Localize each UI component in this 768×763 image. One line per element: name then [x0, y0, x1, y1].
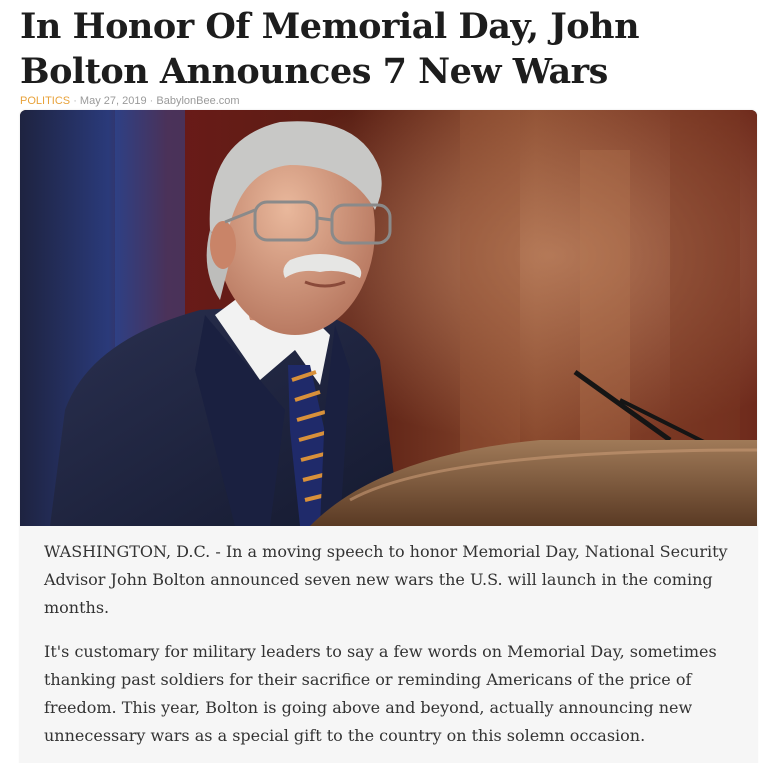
speaker-at-podium-image — [20, 110, 757, 526]
article-source[interactable]: BabylonBee.com — [156, 95, 240, 107]
meta-separator: · — [149, 95, 154, 107]
article-paragraph: WASHINGTON, D.C. - In a moving speech to honor Memorial Day, National Security Advisor John Bolton announced seven new wars the U.S. will launch in the coming months. — [44, 542, 728, 617]
article-headline: In Honor Of Memorial Day, John Bolton Announces 7 New Wars — [20, 6, 640, 92]
article-body — [20, 526, 757, 750]
category-link[interactable]: POLITICS — [20, 95, 71, 107]
article-card — [20, 110, 757, 763]
article-photo — [20, 110, 757, 526]
article-paragraph: It's customary for military leaders to say a few words on Memorial Day, sometimes thanking past soldiers for their sacrifice or reminding Americans of the price of freedom. This year, Bolton is going above and beyond, actually announcing new unnecessary wars as a special gift to the country on this solemn occasion. — [44, 642, 717, 745]
meta-separator: · — [73, 95, 77, 107]
article-date: May 27, 2019 — [79, 95, 147, 107]
article-meta — [20, 95, 240, 107]
